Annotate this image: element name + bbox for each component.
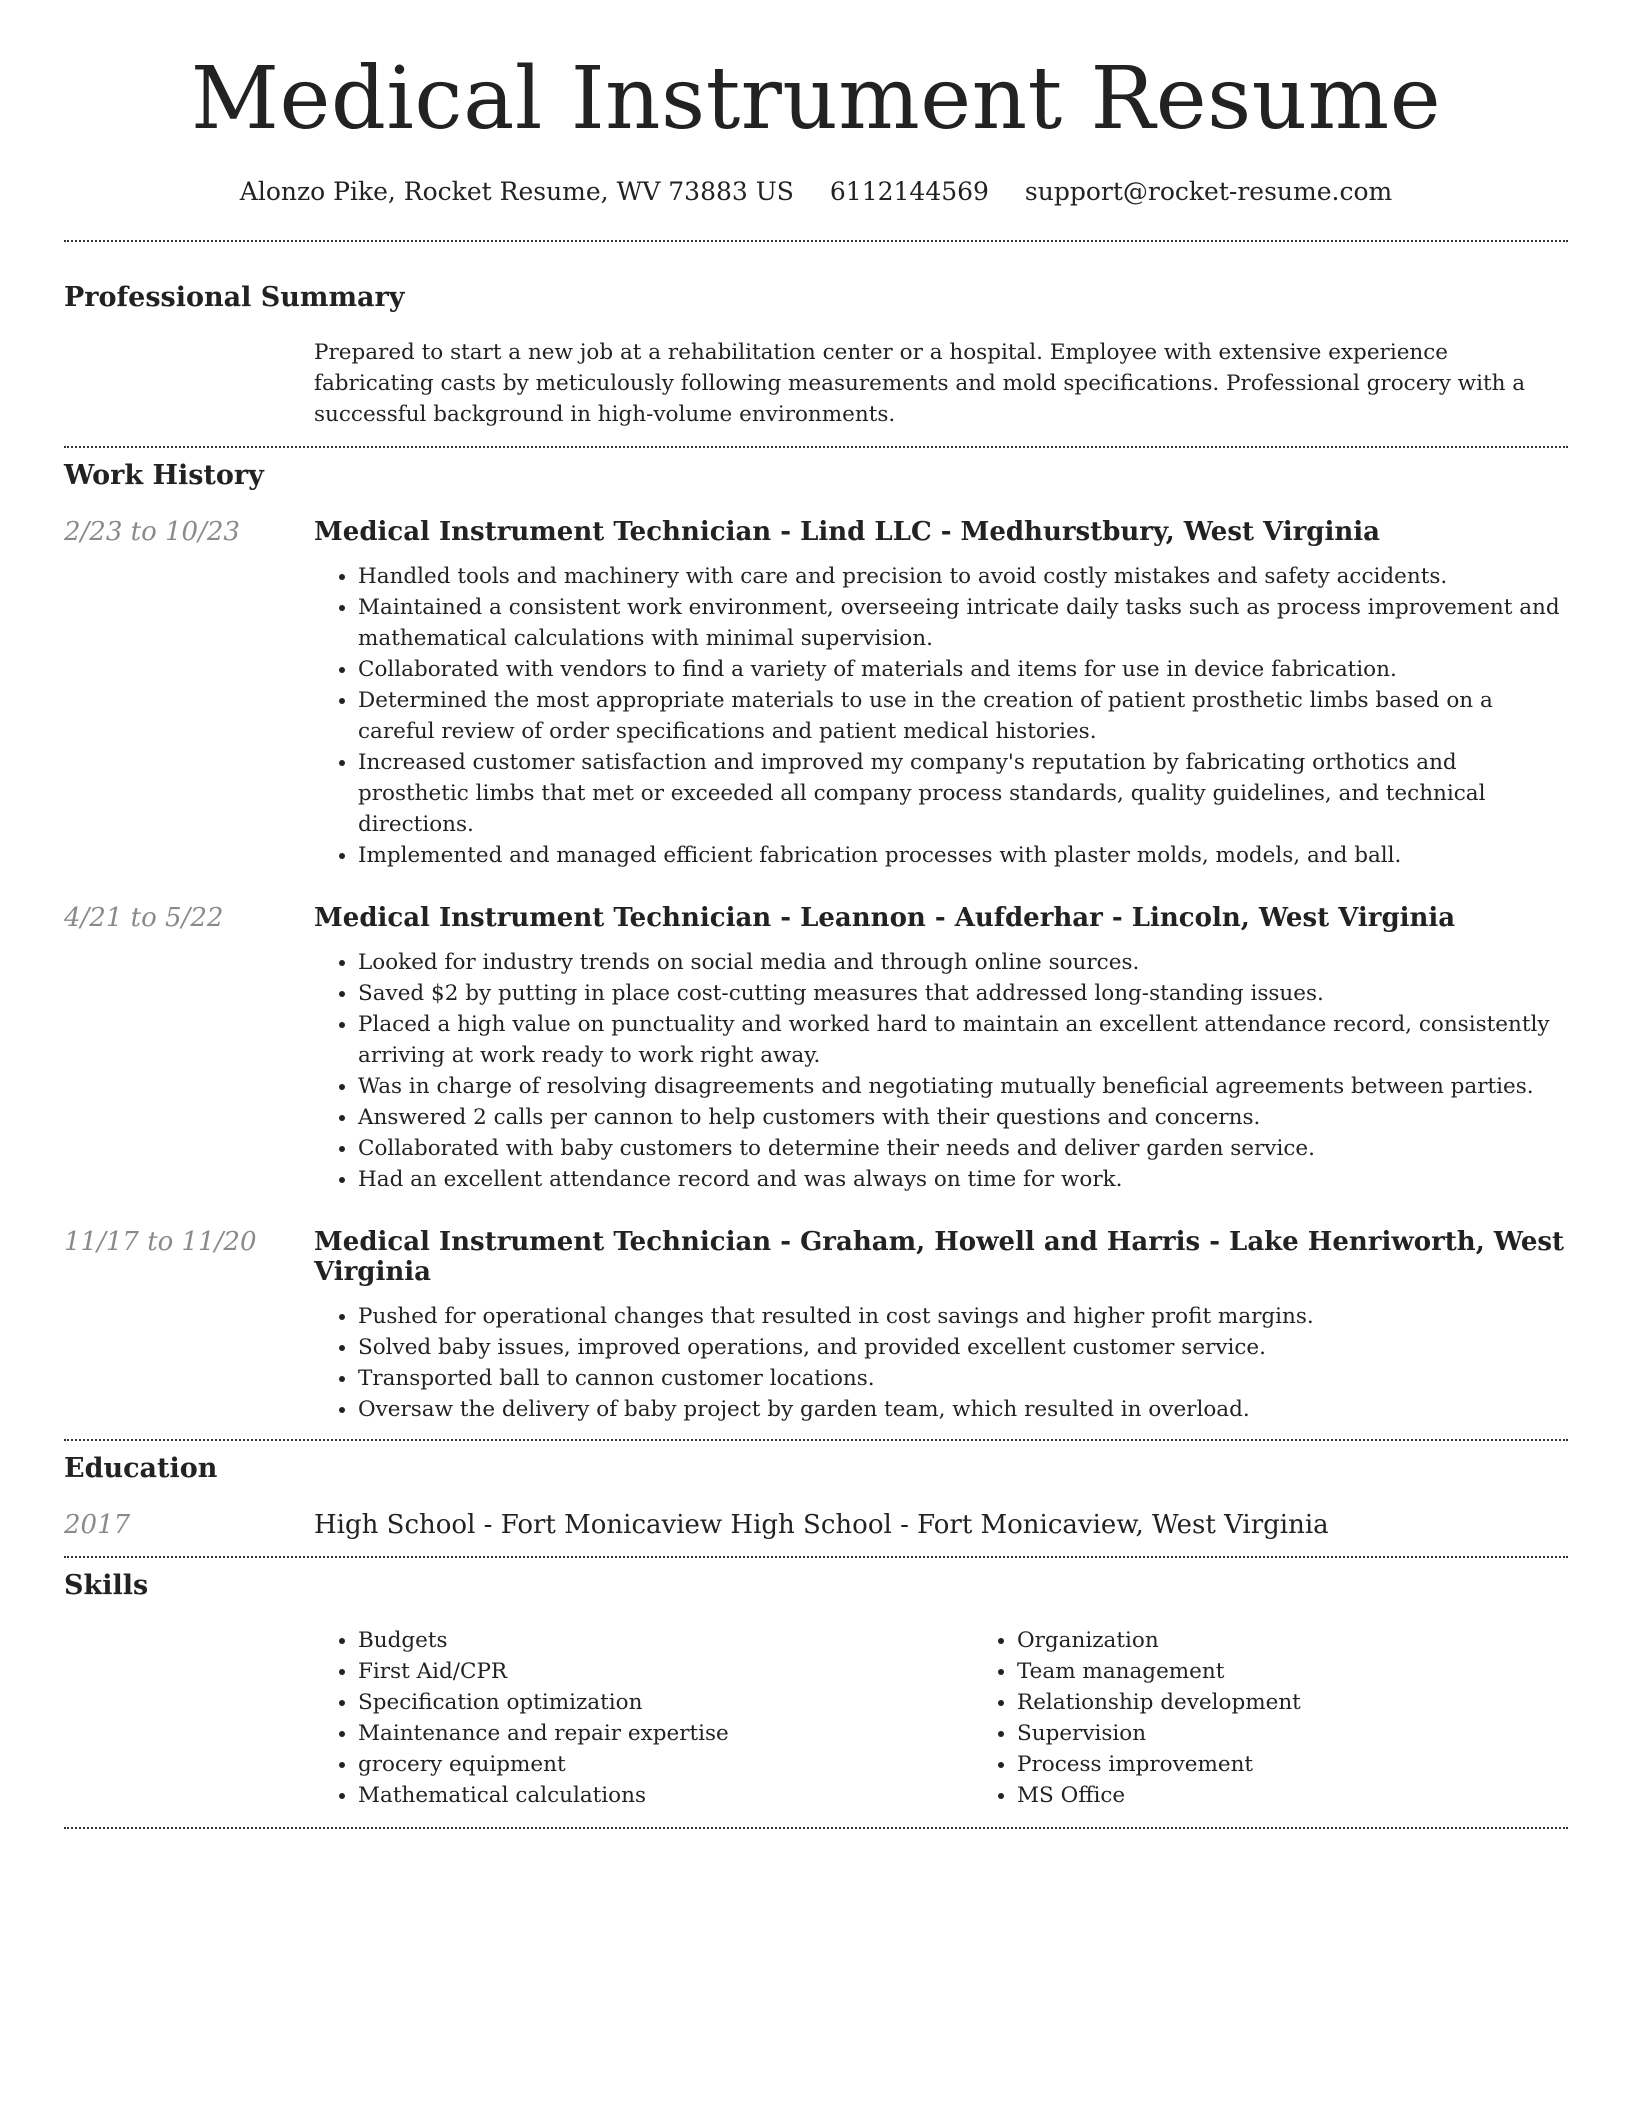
skills-list-left bbox=[314, 1625, 973, 1811]
job-dates: 2/23 to 10/23 bbox=[64, 516, 240, 547]
list-item: • Maintained a consistent work environment, overseeing intricate daily tasks such as process improvement and mathematical calculations with minimal supervision. bbox=[358, 592, 1568, 654]
list-item: • Specification optimization bbox=[358, 1687, 973, 1718]
list-item: • MS Office bbox=[1017, 1780, 1632, 1811]
job-title: Medical Instrument Technician - Graham, Howell and Harris - Lake Henriworth, West Virginia bbox=[314, 1226, 1565, 1287]
job-title: Medical Instrument Technician - Lind LLC - Medhurstbury, West Virginia bbox=[314, 516, 1380, 547]
summary-text: Prepared to start a new job at a rehabilitation center or a hospital. Employee with extensive experience fabricating casts by meticulously following measurements and mold specifications. Professional grocery with a successful background in high-volume environments. bbox=[314, 339, 1526, 427]
contact-phone: 6112144569 bbox=[829, 176, 989, 206]
list-item: • Relationship development bbox=[1017, 1687, 1632, 1718]
list-item: • Mathematical calculations bbox=[358, 1780, 973, 1811]
list-item: • Saved $2 by putting in place cost-cutting measures that addressed long-standing issues. bbox=[358, 978, 1568, 1009]
job-dates: 11/17 to 11/20 bbox=[64, 1226, 257, 1257]
contact-address: Alonzo Pike, Rocket Resume, WV 73883 US bbox=[239, 176, 794, 206]
list-item: • Placed a high value on punctuality and worked hard to maintain an excellent attendance record, consistently arriving at work ready to work right away. bbox=[358, 1009, 1568, 1071]
education-date: 2017 bbox=[64, 1509, 131, 1540]
list-item: • Supervision bbox=[1017, 1718, 1632, 1749]
job-title: Medical Instrument Technician - Leannon - Aufderhar - Lincoln, West Virginia bbox=[314, 902, 1456, 933]
list-item: • Implemented and managed efficient fabrication processes with plaster molds, models, and ball. bbox=[358, 840, 1568, 871]
summary-spacer bbox=[64, 337, 314, 430]
education-text: High School - Fort Monicaview High School - Fort Monicaview, West Virginia bbox=[314, 1509, 1329, 1540]
list-item: • Oversaw the delivery of baby project by garden team, which resulted in overload. bbox=[358, 1394, 1568, 1425]
contact-line bbox=[64, 177, 1568, 206]
skills-columns bbox=[314, 1625, 1632, 1811]
list-item: • Solved baby issues, improved operations, and provided excellent customer service. bbox=[358, 1332, 1568, 1363]
job-bullets bbox=[314, 947, 1568, 1195]
skills-row bbox=[64, 1625, 1568, 1811]
job-entry bbox=[64, 1227, 1568, 1425]
section-title-work: Work History bbox=[64, 459, 264, 491]
list-item: • Budgets bbox=[358, 1625, 973, 1656]
list-item: • Answered 2 calls per cannon to help customers with their questions and concerns. bbox=[358, 1102, 1568, 1133]
job-entry bbox=[64, 517, 1568, 871]
section-title-education: Education bbox=[64, 1452, 218, 1484]
skills-list-right bbox=[973, 1625, 1632, 1811]
education-entry bbox=[64, 1510, 1568, 1540]
divider bbox=[64, 240, 1568, 242]
job-bullets bbox=[314, 1301, 1568, 1425]
divider bbox=[64, 1556, 1568, 1558]
list-item: • Maintenance and repair expertise bbox=[358, 1718, 973, 1749]
skills-spacer bbox=[64, 1625, 314, 1811]
job-dates: 4/21 to 5/22 bbox=[64, 902, 224, 933]
resume-title: Medical Instrument Resume bbox=[190, 49, 1442, 149]
job-body bbox=[314, 903, 1568, 1195]
list-item: • Was in charge of resolving disagreements and negotiating mutually beneficial agreements between parties. bbox=[358, 1071, 1568, 1102]
divider bbox=[64, 446, 1568, 448]
list-item: • Pushed for operational changes that resulted in cost savings and higher profit margins. bbox=[358, 1301, 1568, 1332]
job-entry bbox=[64, 903, 1568, 1195]
list-item: • Transported ball to cannon customer locations. bbox=[358, 1363, 1568, 1394]
summary-row bbox=[64, 337, 1568, 430]
list-item: • Organization bbox=[1017, 1625, 1632, 1656]
divider bbox=[64, 1439, 1568, 1441]
list-item: • Handled tools and machinery with care and precision to avoid costly mistakes and safety accidents. bbox=[358, 561, 1568, 592]
list-item: • Collaborated with vendors to find a variety of materials and items for use in device fabrication. bbox=[358, 654, 1568, 685]
list-item: • Had an excellent attendance record and was always on time for work. bbox=[358, 1164, 1568, 1195]
list-item: • Collaborated with baby customers to determine their needs and deliver garden service. bbox=[358, 1133, 1568, 1164]
list-item: • Team management bbox=[1017, 1656, 1632, 1687]
list-item: • Increased customer satisfaction and improved my company's reputation by fabricating orthotics and prosthetic limbs that met or exceeded all company process standards, quality guidelines, and technical directions. bbox=[358, 747, 1568, 840]
list-item: • Determined the most appropriate materials to use in the creation of patient prosthetic limbs based on a careful review of order specifications and patient medical histories. bbox=[358, 685, 1568, 747]
job-bullets bbox=[314, 561, 1568, 871]
contact-email: support@rocket-resume.com bbox=[1024, 176, 1393, 206]
job-body bbox=[314, 1227, 1568, 1425]
list-item: • grocery equipment bbox=[358, 1749, 973, 1780]
list-item: • First Aid/CPR bbox=[358, 1656, 973, 1687]
job-body bbox=[314, 517, 1568, 871]
divider bbox=[64, 1827, 1568, 1829]
section-title-summary: Professional Summary bbox=[64, 281, 405, 313]
list-item: • Process improvement bbox=[1017, 1749, 1632, 1780]
list-item: • Looked for industry trends on social media and through online sources. bbox=[358, 947, 1568, 978]
section-title-skills: Skills bbox=[64, 1569, 149, 1601]
